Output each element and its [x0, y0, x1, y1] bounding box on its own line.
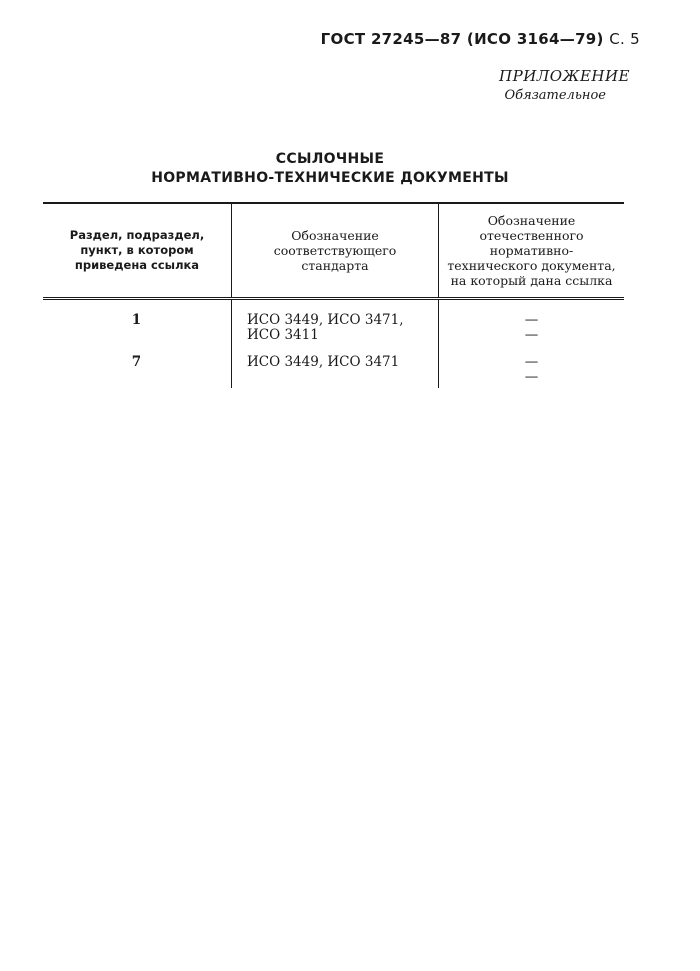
dash: —: [524, 312, 539, 328]
cell-standard: [232, 299, 439, 345]
dash: —: [524, 354, 539, 370]
column-header-section: Раздел, подраздел, пункт, в котором приведена ссылка: [43, 203, 232, 299]
table-row: [43, 299, 624, 345]
appendix-title: ПРИЛОЖЕНИЕ: [499, 67, 630, 85]
cell-domestic-document: [439, 344, 625, 388]
page-number: С. 5: [609, 30, 640, 48]
appendix-label: [499, 67, 630, 103]
cell-section: 1: [131, 312, 142, 328]
column-header-domestic-document: Обозначение отечественного нормативно-технического документа, на который дана ссылка: [439, 203, 625, 299]
standard-line: ИСО 3449, ИСО 3471: [247, 354, 400, 370]
table-row: [43, 344, 624, 388]
standard-line: ИСО 3449, ИСО 3471,: [247, 312, 404, 328]
cell-section: 7: [131, 354, 142, 370]
title-line-1: ССЫЛОЧНЫЕ: [275, 151, 385, 167]
title-line-2: НОРМАТИВНО-ТЕХНИЧЕСКИЕ ДОКУМЕНТЫ: [151, 170, 509, 186]
dash: —: [524, 369, 539, 385]
standard-designation: ГОСТ 27245—87 (ИСО 3164—79): [320, 30, 604, 48]
dash: —: [524, 327, 539, 343]
cell-domestic-document: [439, 299, 625, 345]
standard-line: ИСО 3411: [247, 327, 319, 343]
appendix-subtitle: Обязательное: [504, 88, 606, 103]
column-header-standard: Обозначение соответствующего стандарта: [232, 203, 439, 299]
reference-documents-table: [43, 202, 624, 388]
page-title: [0, 150, 660, 188]
table-header-row: [43, 203, 624, 299]
document-header: [321, 30, 640, 48]
cell-standard: [232, 344, 439, 388]
